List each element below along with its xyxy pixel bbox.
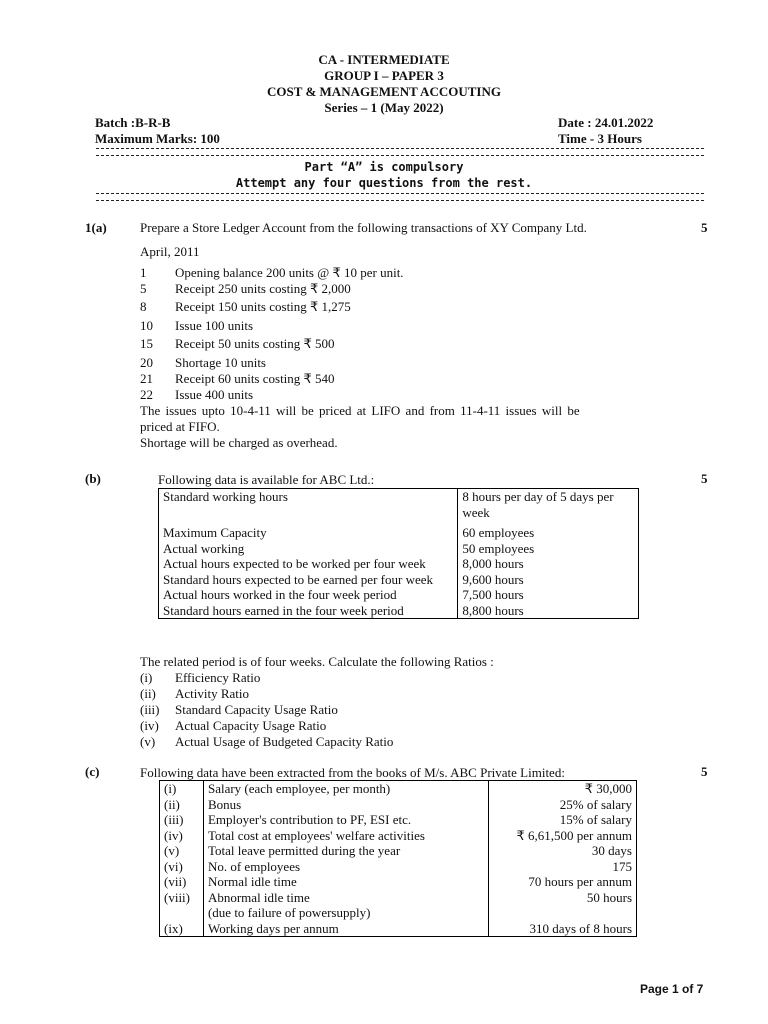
table-cell: 7,500 hours <box>458 587 639 603</box>
table-cell: 60 employees <box>458 525 639 541</box>
table-cell: Actual hours expected to be worked per four week <box>159 556 458 572</box>
page-number: Page 1 of 7 <box>640 982 704 996</box>
list-item: Issue 100 units <box>175 318 253 333</box>
question-text: Prepare a Store Ledger Account from the following transactions of XY Company Ltd. <box>140 220 587 235</box>
table-row <box>159 489 639 526</box>
table-cell: Total leave permitted during the year <box>203 843 488 859</box>
table-row <box>159 525 639 541</box>
table-row <box>159 572 639 588</box>
table-cell: 25% of salary <box>489 797 637 813</box>
list-item: 5 <box>140 281 147 296</box>
list-item: 21 <box>140 371 153 386</box>
table-cell <box>160 905 204 921</box>
list-item: Receipt 60 units costing ₹ 540 <box>175 371 335 386</box>
question-number: (c) <box>85 764 100 779</box>
divider-top <box>96 148 704 156</box>
list-item: 1 <box>140 265 147 280</box>
table-row <box>160 797 637 813</box>
table-cell: Working days per annum <box>203 921 488 937</box>
list-item: Receipt 50 units costing ₹ 500 <box>175 336 335 351</box>
table-cell: 50 hours <box>489 890 637 906</box>
instruction-attempt: Attempt any four questions from the rest. <box>235 176 533 190</box>
exam-subject: COST & MANAGEMENT ACCOUTING <box>267 84 501 99</box>
table-cell: Total cost at employees' welfare activities <box>203 828 488 844</box>
table-cell: 310 days of 8 hours <box>489 921 637 937</box>
list-item: Receipt 250 units costing ₹ 2,000 <box>175 281 351 296</box>
table-row <box>159 556 639 572</box>
list-item: (iii) <box>140 702 160 717</box>
table-cell: 15% of salary <box>489 812 637 828</box>
table-cell: No. of employees <box>203 859 488 875</box>
list-item: 10 <box>140 318 153 333</box>
shortage-note: Shortage will be charged as overhead. <box>140 435 338 450</box>
list-item: Efficiency Ratio <box>175 670 261 685</box>
table-cell: 50 employees <box>458 541 639 557</box>
table-cell: (v) <box>160 843 204 859</box>
table-cell: Maximum Capacity <box>159 525 458 541</box>
exam-series: Series – 1 (May 2022) <box>324 100 444 115</box>
table-row <box>160 890 637 906</box>
question-text: Following data is available for ABC Ltd.: <box>158 472 375 487</box>
divider-bottom <box>96 193 704 201</box>
table-cell <box>489 905 637 921</box>
table-row <box>160 828 637 844</box>
capacity-data-table <box>158 488 639 619</box>
table-cell: Normal idle time <box>203 874 488 890</box>
employee-cost-table <box>159 780 637 937</box>
table-cell: Standard hours expected to be earned per four week <box>159 572 458 588</box>
list-item: 22 <box>140 387 153 402</box>
table-row <box>159 541 639 557</box>
table-cell: 70 hours per annum <box>489 874 637 890</box>
table-cell: (vi) <box>160 859 204 875</box>
question-text: Following data have been extracted from the books of M/s. ABC Private Limited: <box>140 765 565 780</box>
list-item: (v) <box>140 734 156 749</box>
table-cell: (due to failure of powersupply) <box>203 905 488 921</box>
instruction-compulsory: Part “A” is compulsory <box>304 160 464 174</box>
table-cell: 175 <box>489 859 637 875</box>
table-row <box>160 812 637 828</box>
max-marks-label: Maximum Marks: 100 <box>95 131 220 146</box>
table-cell: Bonus <box>203 797 488 813</box>
table-cell: 8,800 hours <box>458 603 639 619</box>
list-item: Activity Ratio <box>175 686 250 701</box>
transactions-month: April, 2011 <box>140 244 200 259</box>
table-cell: Employer's contribution to PF, ESI etc. <box>203 812 488 828</box>
list-item: Actual Usage of Budgeted Capacity Ratio <box>175 734 394 749</box>
period-note: The related period is of four weeks. Calculate the following Ratios : <box>140 654 494 669</box>
table-row <box>160 843 637 859</box>
table-row <box>159 603 639 619</box>
list-item: Receipt 150 units costing ₹ 1,275 <box>175 299 351 314</box>
exam-group: GROUP I – PAPER 3 <box>324 68 444 83</box>
pricing-note-cont: priced at FIFO. <box>140 419 220 434</box>
list-item: Issue 400 units <box>175 387 253 402</box>
table-cell: 8 hours per day of 5 days per week <box>458 489 639 526</box>
table-row <box>160 781 637 797</box>
table-row <box>160 905 637 921</box>
table-cell: (iii) <box>160 812 204 828</box>
question-number: 1(a) <box>85 220 107 235</box>
list-item: 8 <box>140 299 147 314</box>
pricing-note: The issues upto 10-4-11 will be priced at LIFO and from 11-4-11 issues will be <box>140 403 580 418</box>
table-cell: (ii) <box>160 797 204 813</box>
list-item: Actual Capacity Usage Ratio <box>175 718 327 733</box>
list-item: (iv) <box>140 718 159 733</box>
table-cell: ₹ 30,000 <box>489 781 637 797</box>
table-row <box>159 587 639 603</box>
table-cell: (ix) <box>160 921 204 937</box>
table-cell: Standard working hours <box>159 489 458 526</box>
question-marks: 5 <box>701 764 708 779</box>
table-cell: 8,000 hours <box>458 556 639 572</box>
table-cell: Actual hours worked in the four week period <box>159 587 458 603</box>
time-label: Time - 3 Hours <box>558 131 642 146</box>
exam-title: CA - INTERMEDIATE <box>318 52 450 67</box>
question-number: (b) <box>85 471 101 486</box>
table-cell: 30 days <box>489 843 637 859</box>
table-cell: (iv) <box>160 828 204 844</box>
list-item: Standard Capacity Usage Ratio <box>175 702 338 717</box>
table-cell: (viii) <box>160 890 204 906</box>
table-cell: Abnormal idle time <box>203 890 488 906</box>
list-item: 15 <box>140 336 153 351</box>
table-cell: (i) <box>160 781 204 797</box>
question-marks: 5 <box>701 220 708 235</box>
table-row <box>160 921 637 937</box>
batch-label: Batch :B-R-B <box>95 115 171 130</box>
table-cell: ₹ 6,61,500 per annum <box>489 828 637 844</box>
list-item: (i) <box>140 670 153 685</box>
table-row <box>160 859 637 875</box>
list-item: (ii) <box>140 686 156 701</box>
list-item: Shortage 10 units <box>175 355 266 370</box>
date-label: Date : 24.01.2022 <box>558 115 654 130</box>
table-row <box>160 874 637 890</box>
list-item: 20 <box>140 355 153 370</box>
list-item: Opening balance 200 units @ ₹ 10 per unit. <box>175 265 404 280</box>
table-cell: (vii) <box>160 874 204 890</box>
question-marks: 5 <box>701 471 708 486</box>
table-cell: 9,600 hours <box>458 572 639 588</box>
table-cell: Actual working <box>159 541 458 557</box>
table-cell: Salary (each employee, per month) <box>203 781 488 797</box>
table-cell: Standard hours earned in the four week period <box>159 603 458 619</box>
